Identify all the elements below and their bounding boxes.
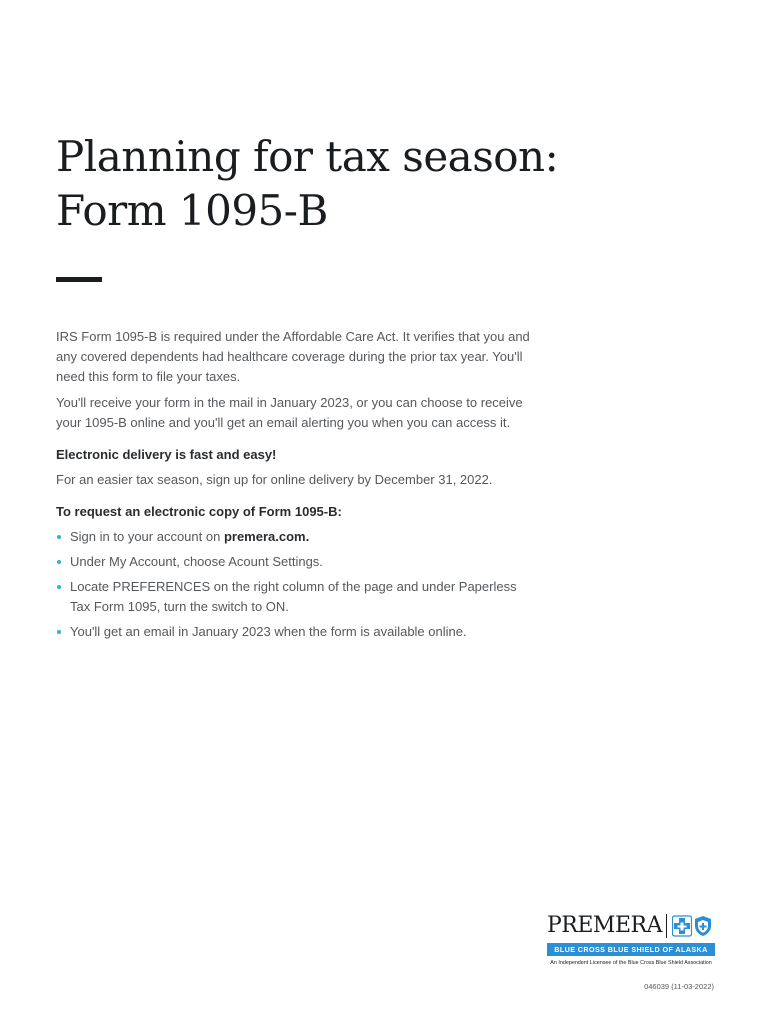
document-body bbox=[56, 327, 536, 647]
blue-shield-icon bbox=[694, 915, 712, 937]
list-item bbox=[56, 527, 536, 547]
logo-band: BLUE CROSS BLUE SHIELD OF ALASKA bbox=[547, 943, 715, 956]
logo-marks bbox=[672, 915, 712, 937]
step-text: Sign in to your account on bbox=[70, 529, 224, 544]
list-item bbox=[56, 552, 536, 572]
list-item bbox=[56, 622, 536, 642]
step-text: You'll get an email in January 2023 when the form is available online. bbox=[70, 624, 467, 639]
premera-logo bbox=[547, 912, 715, 966]
bullet-icon bbox=[57, 560, 61, 564]
logo-wordmark: PREMERA bbox=[547, 913, 662, 938]
intro-paragraph: IRS Form 1095-B is required under the Affordable Care Act. It verifies that you and any covered dependents had healthcare coverage during the prior tax year. You'll need this form to file your taxes. bbox=[56, 329, 530, 384]
title-line-2: Form 1095-B bbox=[56, 186, 328, 235]
bullet-icon bbox=[57, 585, 61, 589]
electronic-heading: Electronic delivery is fast and easy! bbox=[56, 447, 277, 462]
electronic-paragraph: For an easier tax season, sign up for online delivery by December 31, 2022. bbox=[56, 472, 493, 487]
logo-divider bbox=[666, 914, 667, 938]
request-heading: To request an electronic copy of Form 1095-B: bbox=[56, 504, 342, 519]
bullet-icon bbox=[57, 630, 61, 634]
steps-list bbox=[56, 527, 536, 642]
bullet-icon bbox=[57, 535, 61, 539]
step-text: Locate PREFERENCES on the right column of the page and under Paperless Tax Form 1095, turn the switch to ON. bbox=[70, 579, 517, 614]
blue-cross-icon bbox=[672, 915, 692, 937]
title-line-1: Planning for tax season: bbox=[56, 132, 559, 181]
list-item bbox=[56, 577, 536, 617]
premera-link[interactable]: premera.com. bbox=[223, 529, 310, 544]
page-title bbox=[56, 130, 656, 238]
form-code: 046039 (11-03-2022) bbox=[644, 982, 714, 991]
step-text: Under My Account, choose Acount Settings. bbox=[70, 554, 323, 569]
logo-licensee: An Independent Licensee of the Blue Cross Blue Shield Association bbox=[550, 960, 712, 966]
receive-paragraph: You'll receive your form in the mail in January 2023, or you can choose to receive your 1095-B online and you'll get an email alerting you when you can access it. bbox=[56, 395, 523, 430]
title-divider bbox=[56, 277, 102, 282]
